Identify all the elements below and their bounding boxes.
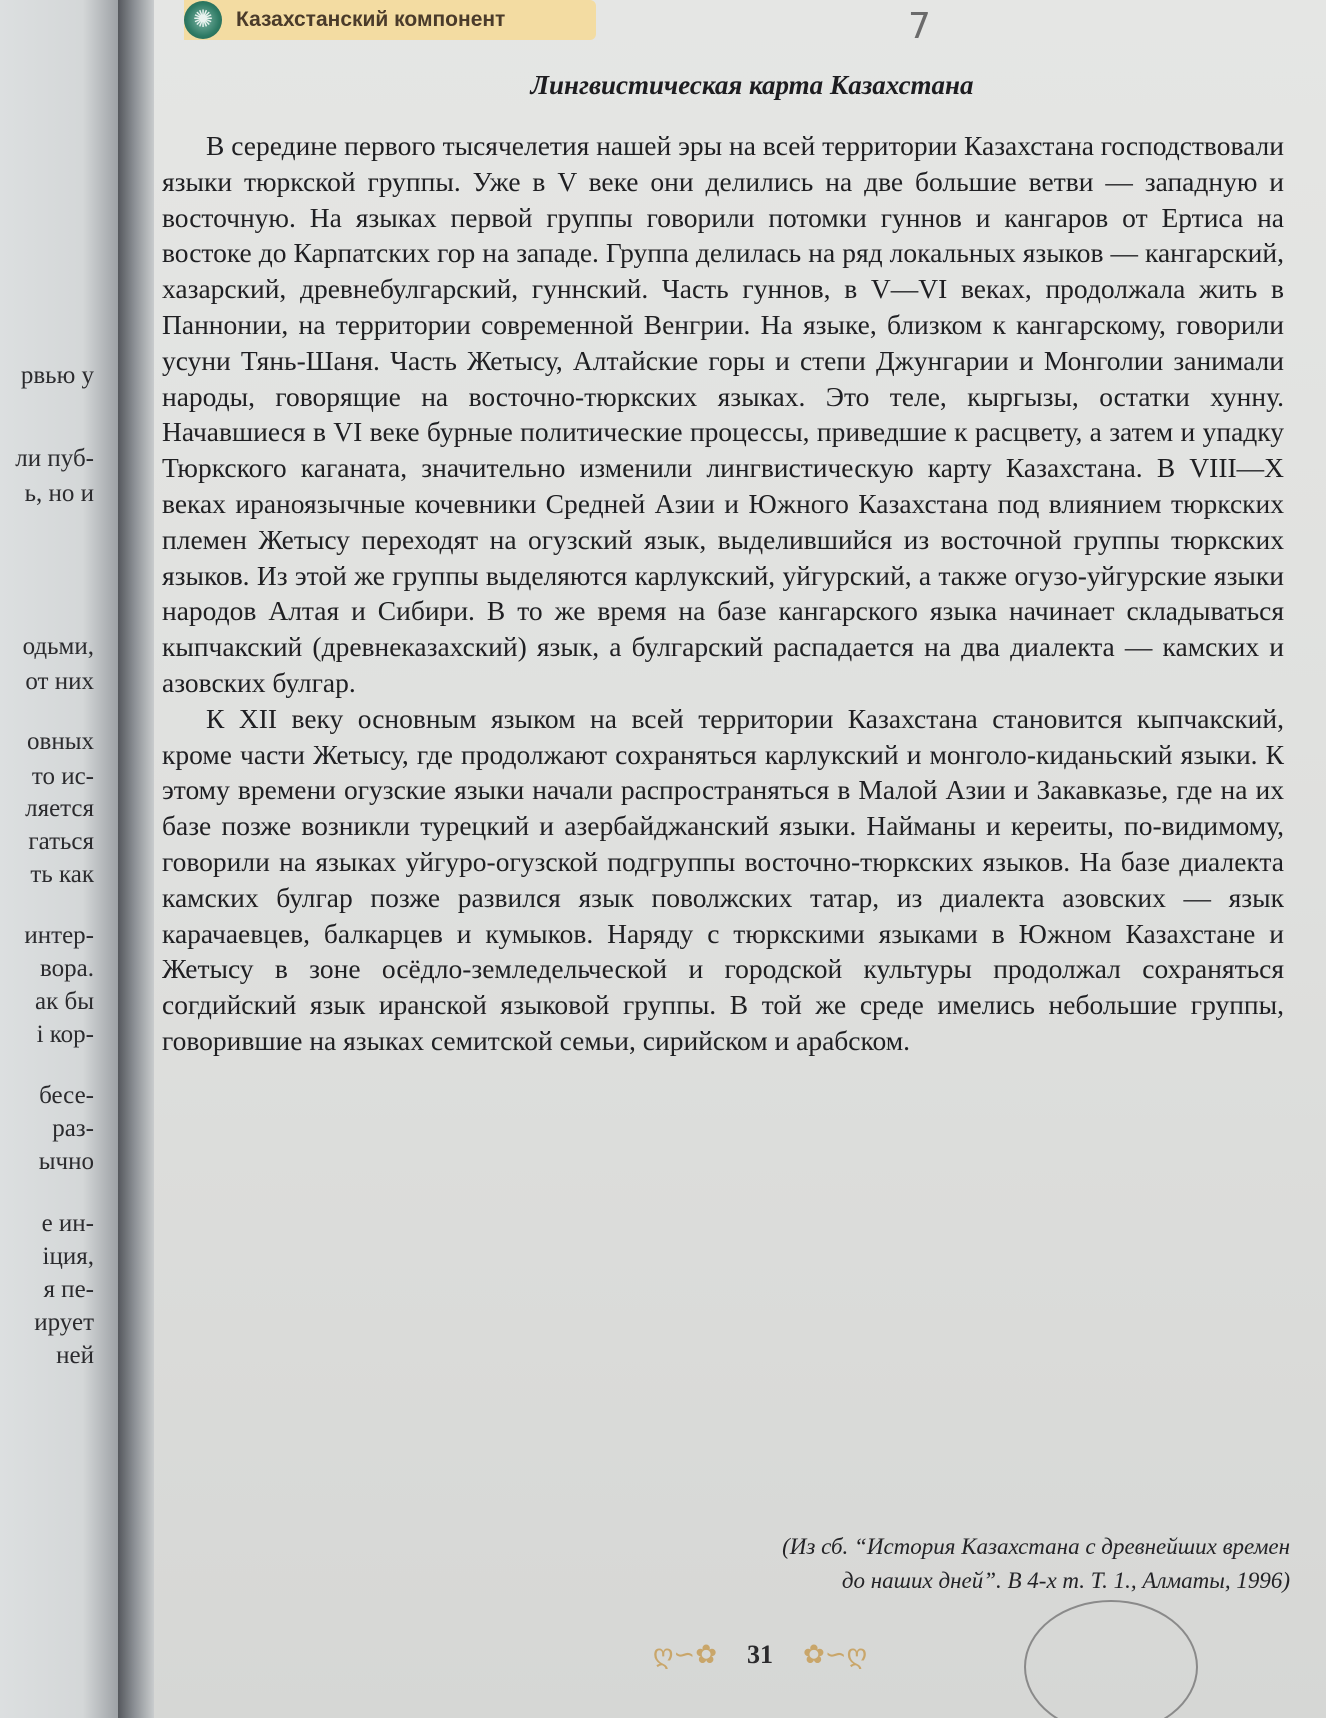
ornament-icon: ✺ bbox=[184, 1, 222, 39]
page-number: 31 bbox=[747, 1640, 773, 1669]
handwritten-mark: 7 bbox=[908, 6, 931, 47]
left-page-fragment: ней bbox=[56, 1342, 94, 1369]
article-body bbox=[162, 128, 1284, 1059]
source-line: (Из сб. “История Казахстана с древнейших времен bbox=[782, 1534, 1290, 1559]
previous-page-edge bbox=[0, 0, 118, 1718]
paragraph: К XII веку основным языком на всей территории Казахстана становится кыпчакский, кроме части Жетысу, где продолжают сохраняться карлукский и монголо-киданьский языки. К этому времени огузские языки начали распространяться в Малой Азии и Закавказье, где на их базе позже возникли турецкий и азербайджанский языки. Найманы и кереиты, по-видимому, говорили на языках уйгуро-огузской подгруппы восточно-тюркских языков. На базе диалекта камских булгар позже развился язык поволжских татар, из диалекта азовских — язык карачаевцев, балкарцев и кумыков. Наряду с тюркскими языками в Южном Казахстане и Жетысу в зоне осёдло-земледельческой и городской культуры продолжал сохраняться согдийский язык иранской языковой группы. В той же среде имелись небольшие группы, говорившие на языках семитской семьи, сирийском и арабском. bbox=[162, 702, 1284, 1056]
left-page-fragment: ли пуб- bbox=[15, 445, 94, 472]
left-page-fragment: интер- bbox=[24, 922, 94, 949]
left-page-fragment: одьми, bbox=[22, 633, 94, 660]
section-label: Казахстанский компонент bbox=[236, 8, 506, 31]
left-page-fragment: ирует bbox=[34, 1309, 94, 1336]
book-page bbox=[154, 0, 1326, 1718]
left-page-fragment: овных bbox=[27, 728, 94, 755]
left-page-fragment: то ис- bbox=[31, 763, 94, 790]
article-title: Лингвистическая карта Казахстана bbox=[530, 70, 974, 100]
source-citation bbox=[470, 1530, 1290, 1598]
source-line: до наших дней”. В 4-х т. Т. 1., Алматы, 1996) bbox=[841, 1568, 1290, 1593]
left-page-fragment: е ин- bbox=[41, 1210, 94, 1237]
left-page-fragment: ь, но и bbox=[24, 480, 94, 507]
left-page-fragment: от них bbox=[25, 668, 94, 695]
paragraph: В середине первого тысячелетия нашей эры на всей территории Казахстана господствовали языки тюркской группы. Уже в V веке они делились на две большие ветви — западную и восточную. На языках первой группы говорили потомки гуннов и кангаров от Ертиса на востоке до Карпатских гор на западе. Группа делилась на ряд локальных языков — кангарский, хазарский, древнебулгарский, гуннский. Часть гуннов, в V—VI веках, продолжала жить в Паннонии, на территории современной Венгрии. На языке, близком к кангарскому, говорили усуни Тянь-Шаня. Часть Жетысу, Алтайские горы и степи Джунгарии и Монголии занимали народы, говорящие на восточно-тюркских языках. Это теле, кыргызы, остатки хунну. Начавшиеся в VI веке бурные политические процессы, приведшие к расцвету, а затем и упадку Тюркского каганата, значительно изменили лингвистическую карту Казахстана. В VIII—X веках ираноязычные кочевники Средней Азии и Южного Казахстана под влиянием тюркских племен Жетысу переходят на огузский язык, выделившийся из восточной группы тюркских языков. Из этой же группы выделяются карлукский, уйгурский, а также огузо-уйгурские языки народов Алтая и Сибири. В то же время на базе кангарского языка начинает складываться кыпчакский (древнеказахский) язык, а булгарский распадается на два диалекта — камских и азовских булгар. bbox=[162, 130, 1284, 698]
left-page-fragment: ть как bbox=[30, 861, 94, 888]
ornament-right-icon: ✿∽ღ bbox=[803, 1640, 868, 1670]
left-page-fragment: ляется bbox=[25, 795, 94, 822]
left-page-fragment: вора. bbox=[40, 955, 94, 982]
section-badge bbox=[184, 0, 596, 40]
left-page-fragment: ак бы bbox=[34, 988, 94, 1015]
book-spine bbox=[118, 0, 154, 1718]
left-page-fragment: гаться bbox=[28, 828, 94, 855]
left-page-fragment: раз- bbox=[52, 1115, 94, 1142]
left-page-fragment: іция, bbox=[42, 1243, 94, 1270]
left-page-fragment: бесе- bbox=[39, 1082, 94, 1109]
left-page-fragment: ычно bbox=[38, 1148, 94, 1175]
ornament-left-icon: ღ∽✿ bbox=[652, 1640, 717, 1670]
left-page-fragment: рвью у bbox=[20, 362, 94, 389]
page-footer bbox=[154, 1640, 1326, 1670]
left-page-fragment: і кор- bbox=[36, 1021, 94, 1048]
left-page-fragment: я пе- bbox=[43, 1276, 94, 1303]
